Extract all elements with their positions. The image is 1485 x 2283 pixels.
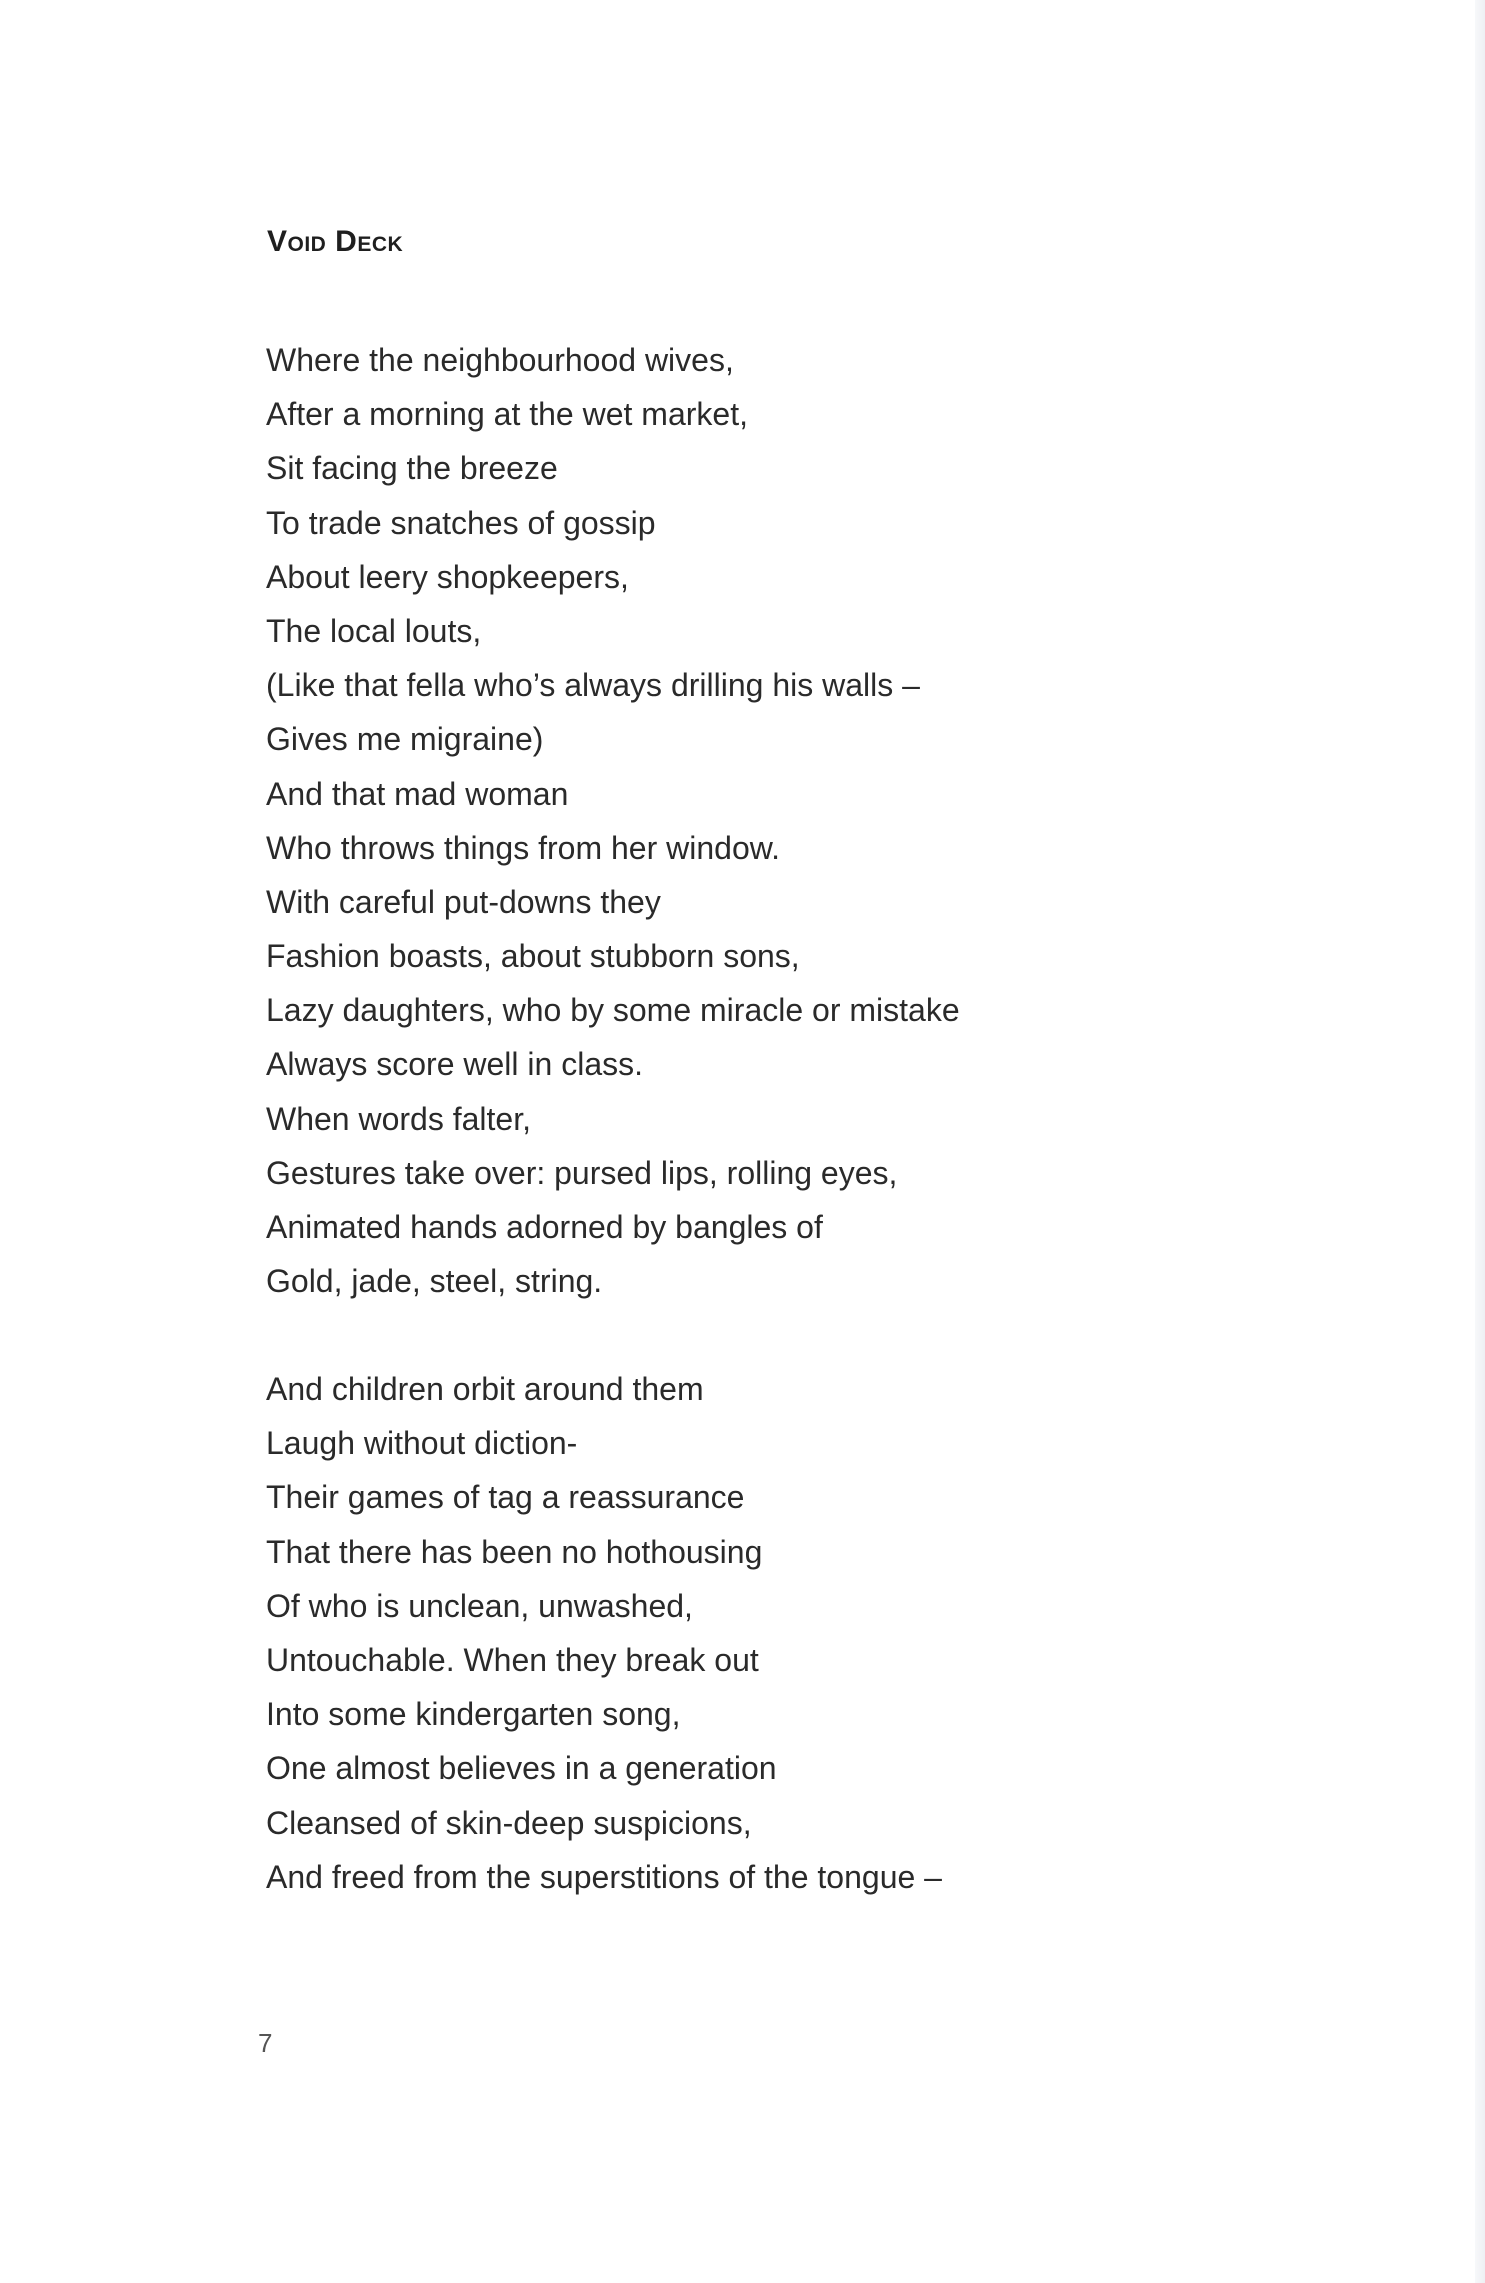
stanza-2 [266,1362,942,1904]
poem-line: The local louts, [266,612,482,649]
stanza-1 [266,333,960,1308]
poem-line: Gives me migraine) [266,721,544,758]
poem-line: To trade snatches of gossip [266,504,656,541]
poem-line: Sit facing the breeze [266,450,558,487]
poem-line: Laugh without diction- [266,1425,578,1462]
poem-line: Lazy daughters, who by some miracle or mistake [266,992,960,1029]
poem-line: About leery shopkeepers, [266,558,629,595]
poem-line: Fashion boasts, about stubborn sons, [266,938,800,975]
page-edge [1475,0,1485,2283]
poem-line: With careful put-downs they [266,883,661,920]
poem-title: Void Deck [267,225,404,258]
poem-line: One almost believes in a generation [266,1750,777,1787]
poem-line: And freed from the superstitions of the tongue – [266,1858,942,1895]
poem-line: And children orbit around them [266,1371,704,1407]
poem-line: Gestures take over: pursed lips, rolling eyes, [266,1154,898,1191]
page-number: 7 [258,2028,273,2058]
poem-line: Animated hands adorned by bangles of [266,1209,823,1245]
poem-line: Cleansed of skin-deep suspicions, [266,1804,752,1841]
poem-line: Who throws things from her window. [266,829,780,866]
poem-line: Untouchable. When they break out [266,1641,759,1678]
poem-line: That there has been no hothousing [266,1533,763,1570]
poem-line: (Like that fella who’s always drilling his walls – [266,667,920,704]
poem-line: Where the neighbourhood wives, [266,342,734,378]
poem-line: Their games of tag a reassurance [266,1479,745,1516]
poem-line: Gold, jade, steel, string. [266,1263,603,1300]
poem-line: And that mad woman [266,775,569,812]
poem-line: When words falter, [266,1100,531,1137]
poem-line: Into some kindergarten song, [266,1696,681,1733]
poem-line: Always score well in class. [266,1046,643,1083]
poem-line: Of who is unclean, unwashed, [266,1587,693,1624]
poem-line: After a morning at the wet market, [266,396,748,433]
